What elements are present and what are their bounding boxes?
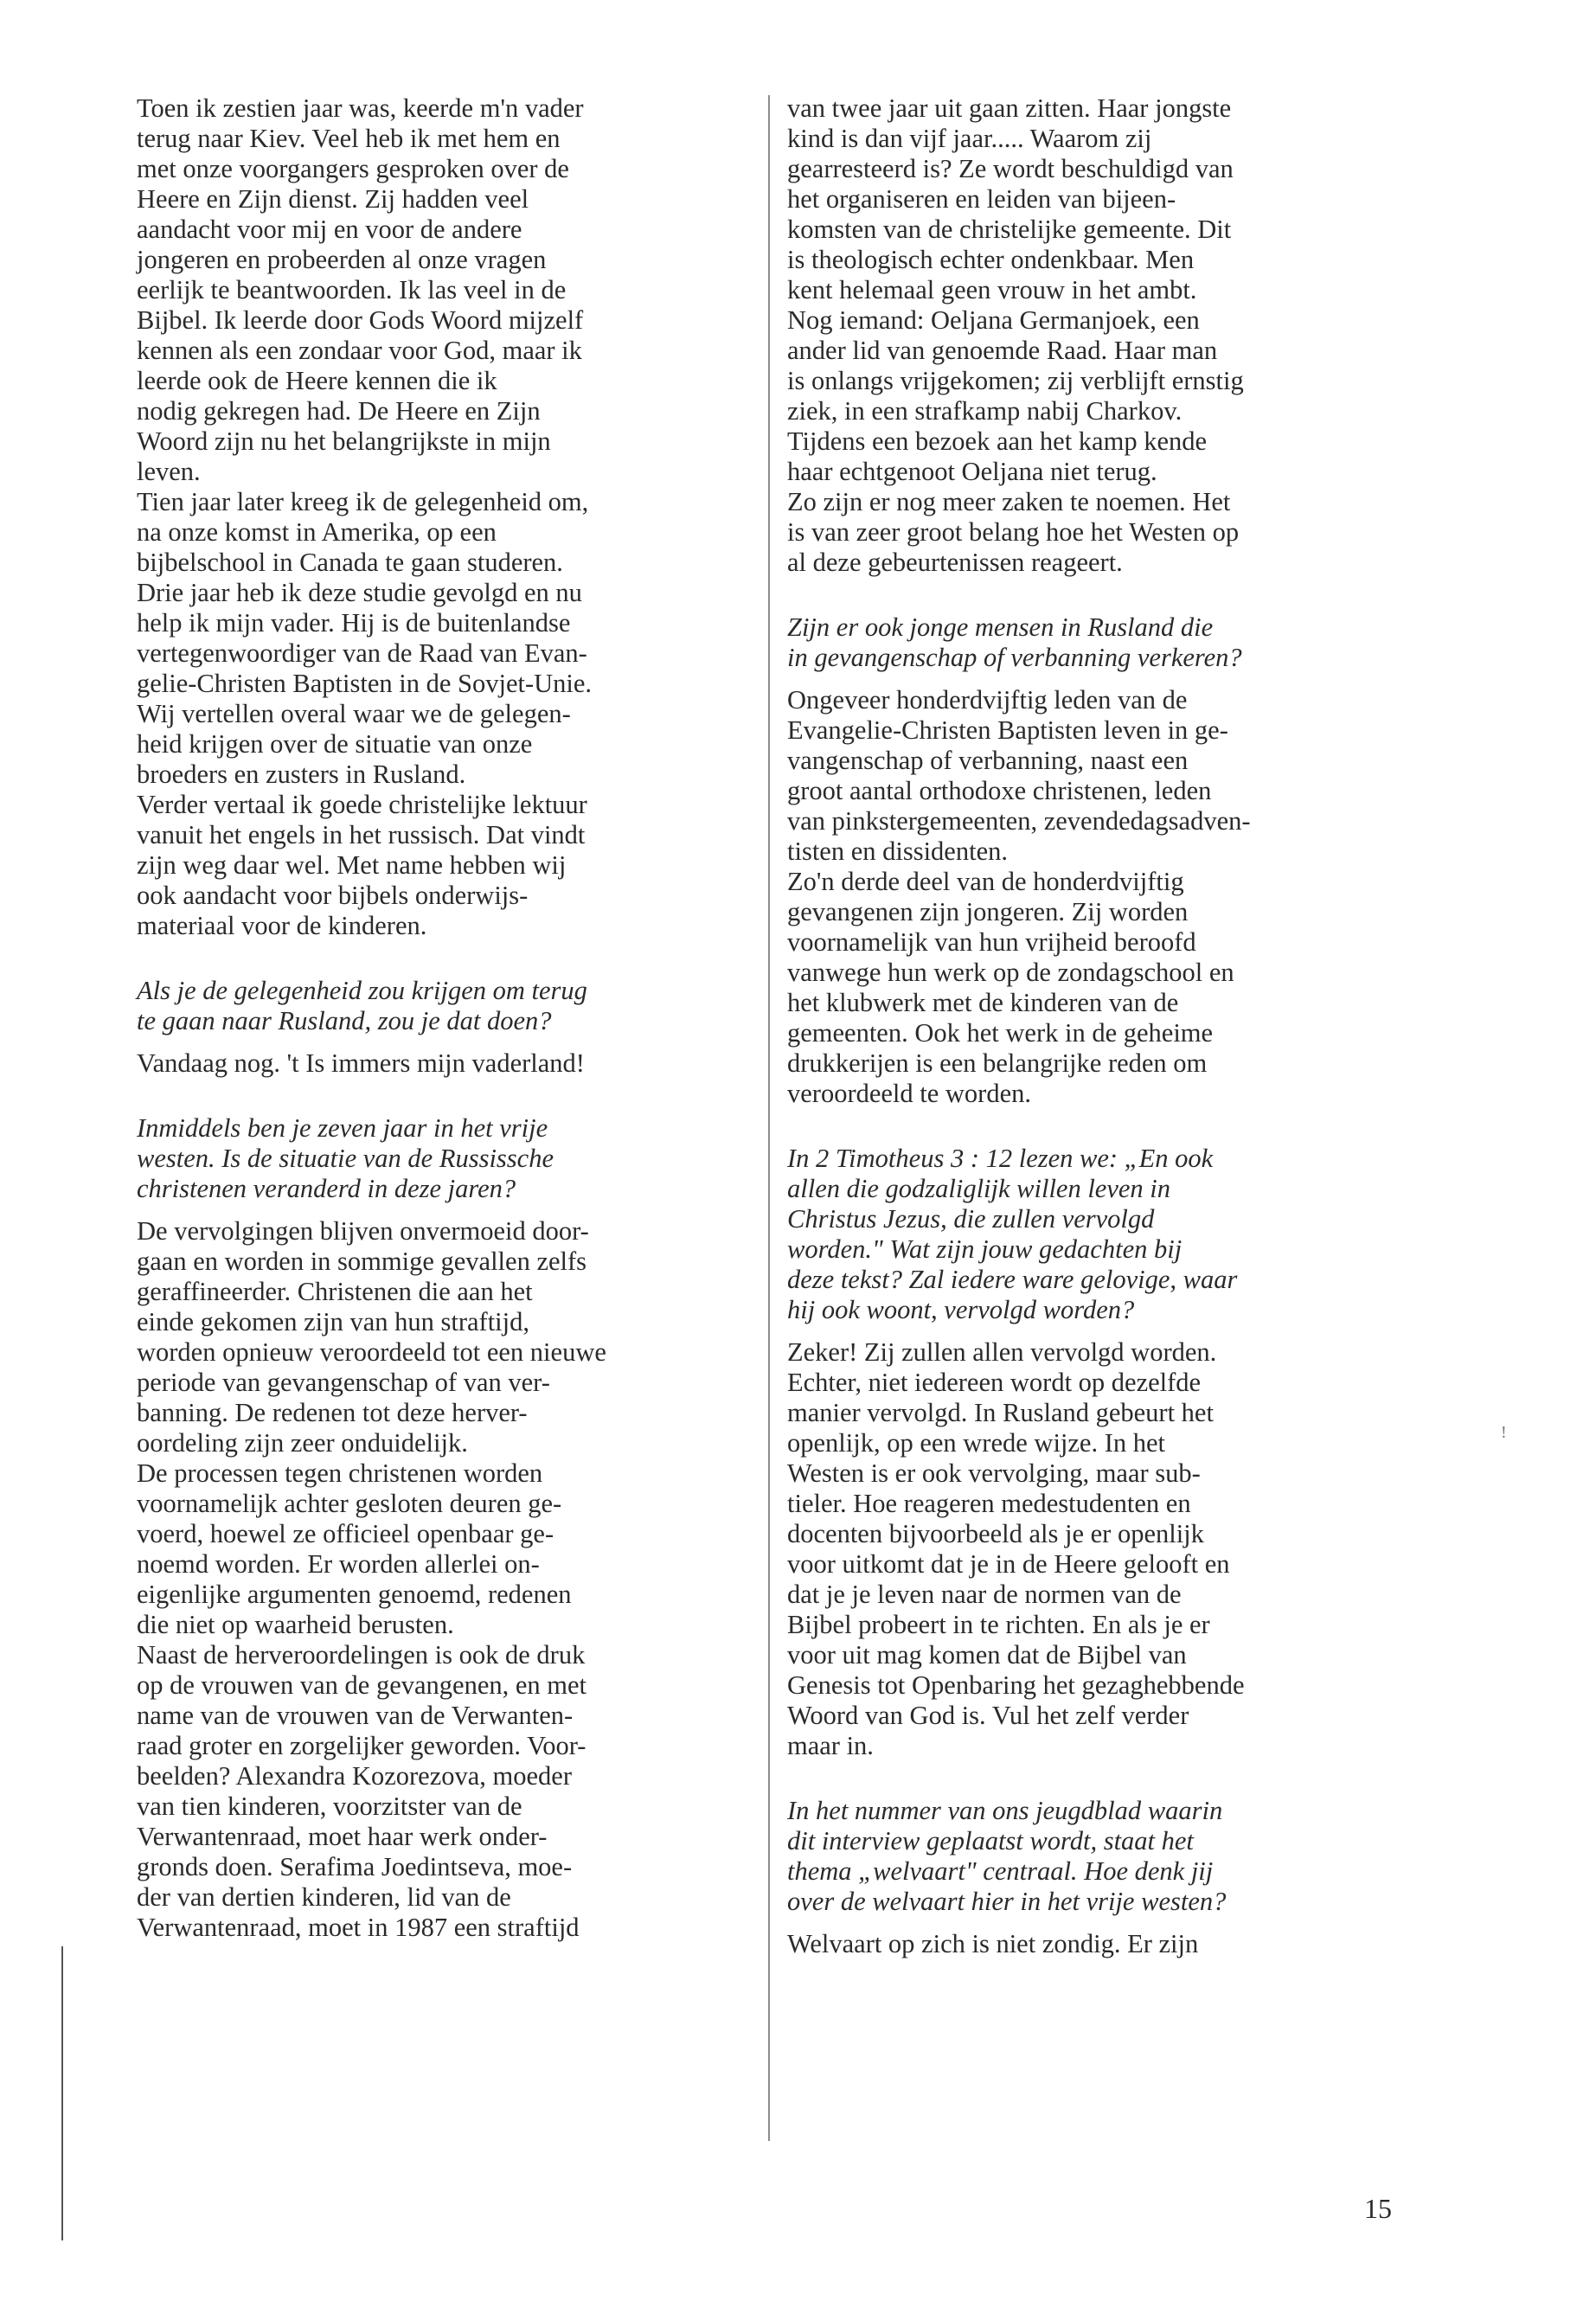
text-line: noemd worden. Er worden allerlei on- xyxy=(137,1549,540,1579)
text-line: vanwege hun werk op de zondagschool en xyxy=(787,958,1234,987)
text-line: eigenlijke argumenten genoemd, redenen xyxy=(137,1580,572,1609)
right-column xyxy=(787,93,1412,1959)
text-line: maar in. xyxy=(787,1731,874,1760)
interview-answer xyxy=(137,93,761,941)
text-line: vanuit het engels in het russisch. Dat vindt xyxy=(137,820,586,849)
text-line: te gaan naar Rusland, zou je dat doen? xyxy=(137,1006,552,1035)
text-line: is theologisch echter ondenkbaar. Men xyxy=(787,245,1195,274)
text-line: Verder vertaal ik goede christelijke lektuur xyxy=(137,790,587,819)
text-line: gearresteerd is? Ze wordt beschuldigd van xyxy=(787,154,1234,183)
text-line: oordeling zijn zeer onduidelijk. xyxy=(137,1428,468,1458)
interview-answer xyxy=(787,1929,1412,1959)
text-line: haar echtgenoot Oeljana niet terug. xyxy=(787,457,1157,486)
text-line: aandacht voor mij en voor de andere xyxy=(137,215,522,244)
text-line: Nog iemand: Oeljana Germanjoek, een xyxy=(787,305,1200,335)
text-line: op de vrouwen van de gevangenen, en met xyxy=(137,1670,587,1700)
interview-question xyxy=(137,1113,761,1204)
text-line: Vandaag nog. 't Is immers mijn vaderland! xyxy=(137,1048,585,1078)
text-line: Tien jaar later kreeg ik de gelegenheid om, xyxy=(137,487,589,516)
paragraph-gap xyxy=(787,578,1412,612)
paragraph-gap xyxy=(137,1204,761,1216)
text-line: Woord zijn nu het belangrijkste in mijn xyxy=(137,426,551,456)
text-line: banning. De redenen tot deze herver- xyxy=(137,1398,528,1427)
interview-question xyxy=(137,976,761,1036)
text-line: Zo'n derde deel van de honderdvijftig xyxy=(787,867,1184,896)
left-column xyxy=(137,93,761,1943)
text-line: Drie jaar heb ik deze studie gevolgd en nu xyxy=(137,578,582,607)
text-line: van tien kinderen, voorzitster van de xyxy=(137,1791,522,1821)
text-line: tisten en dissidenten. xyxy=(787,836,1008,866)
text-line: deze tekst? Zal iedere ware gelovige, waar xyxy=(787,1265,1238,1294)
text-line: terug naar Kiev. Veel heb ik met hem en xyxy=(137,124,561,153)
text-line: over de welvaart hier in het vrije westen? xyxy=(787,1887,1227,1916)
text-line: vertegenwoordiger van de Raad van Evan- xyxy=(137,638,587,668)
text-line: ander lid van genoemde Raad. Haar man xyxy=(787,336,1218,365)
text-line: vangenschap of verbanning, naast een xyxy=(787,746,1189,775)
text-line: zijn weg daar wel. Met name hebben wij xyxy=(137,850,567,880)
text-line: Verwantenraad, moet in 1987 een straftijd xyxy=(137,1913,580,1942)
text-line: westen. Is de situatie van de Russissche xyxy=(137,1144,554,1173)
text-line: dit interview geplaatst wordt, staat het xyxy=(787,1826,1194,1856)
text-line: Evangelie-Christen Baptisten leven in ge- xyxy=(787,715,1228,745)
text-line: is onlangs vrijgekomen; zij verblijft ernstig xyxy=(787,366,1244,395)
text-line: bijbelschool in Canada te gaan studeren. xyxy=(137,548,563,577)
text-line: Bijbel probeert in te richten. En als je er xyxy=(787,1610,1210,1639)
text-line: periode van gevangenschap of van ver- xyxy=(137,1368,550,1397)
text-line: einde gekomen zijn van hun straftijd, xyxy=(137,1307,529,1336)
interview-answer xyxy=(137,1048,761,1079)
text-line: Zo zijn er nog meer zaken te noemen. Het xyxy=(787,487,1231,516)
text-line: worden." Wat zijn jouw gedachten bij xyxy=(787,1234,1183,1264)
paragraph-gap xyxy=(137,941,761,976)
interview-question xyxy=(787,1796,1412,1917)
paragraph-gap xyxy=(137,1036,761,1048)
text-line: jongeren en probeerden al onze vragen xyxy=(137,245,547,274)
text-line: manier vervolgd. In Rusland gebeurt het xyxy=(787,1398,1214,1427)
text-line: nodig gekregen had. De Heere en Zijn xyxy=(137,396,541,426)
paragraph-gap xyxy=(787,1761,1412,1796)
text-line: Zeker! Zij zullen allen vervolgd worden. xyxy=(787,1337,1217,1367)
text-line: thema „welvaart" centraal. Hoe denk jij xyxy=(787,1856,1214,1886)
text-line: Ongeveer honderdvijftig leden van de xyxy=(787,685,1188,715)
interview-answer xyxy=(787,685,1412,1109)
interview-question xyxy=(787,1144,1412,1325)
text-line: materiaal voor de kinderen. xyxy=(137,911,427,940)
text-line: voor uitkomt dat je in de Heere gelooft en xyxy=(787,1549,1230,1579)
text-line: dat je je leven naar de normen van de xyxy=(787,1580,1182,1609)
stray-mark: ! xyxy=(1501,1423,1507,1442)
text-line: kennen als een zondaar voor God, maar ik xyxy=(137,336,582,365)
text-line: ziek, in een strafkamp nabij Charkov. xyxy=(787,396,1183,426)
text-line: Als je de gelegenheid zou krijgen om terug xyxy=(137,976,587,1005)
page-number: 15 xyxy=(1364,2193,1392,2224)
text-line: kind is dan vijf jaar..... Waarom zij xyxy=(787,124,1152,153)
text-line: drukkerijen is een belangrijke reden om xyxy=(787,1048,1208,1078)
text-line: Heere en Zijn dienst. Zij hadden veel xyxy=(137,184,529,214)
text-line: eerlijk te beantwoorden. Ik las veel in de xyxy=(137,275,567,304)
text-line: in gevangenschap of verbanning verkeren? xyxy=(787,643,1242,672)
text-line: Welvaart op zich is niet zondig. Er zijn xyxy=(787,1929,1199,1958)
text-line: Westen is er ook vervolging, maar sub- xyxy=(787,1458,1201,1488)
text-line: gelie-Christen Baptisten in de Sovjet-Unie. xyxy=(137,669,593,698)
column-divider xyxy=(768,95,770,2141)
text-line: die niet op waarheid berusten. xyxy=(137,1610,454,1639)
text-line: worden opnieuw veroordeeld tot een nieuwe xyxy=(137,1337,606,1367)
interview-question xyxy=(787,612,1412,673)
text-line: leerde ook de Heere kennen die ik xyxy=(137,366,497,395)
text-line: al deze gebeurtenissen reageert. xyxy=(787,548,1123,577)
text-line: De processen tegen christenen worden xyxy=(137,1458,543,1488)
text-line: openlijk, op een wrede wijze. In het xyxy=(787,1428,1166,1458)
text-line: groot aantal orthodoxe christenen, leden xyxy=(787,776,1212,805)
text-line: Woord van God is. Vul het zelf verder xyxy=(787,1701,1189,1730)
text-line: beelden? Alexandra Kozorezova, moeder xyxy=(137,1761,572,1791)
text-line: help ik mijn vader. Hij is de buitenlandse xyxy=(137,608,571,638)
text-line: In 2 Timotheus 3 : 12 lezen we: „En ook xyxy=(787,1144,1214,1173)
text-line: veroordeeld te worden. xyxy=(787,1079,1032,1108)
text-line: kent helemaal geen vrouw in het ambt. xyxy=(787,275,1197,304)
text-line: Naast de herveroordelingen is ook de druk xyxy=(137,1640,586,1670)
text-line: gevangenen zijn jongeren. Zij worden xyxy=(787,897,1189,926)
text-line: Zijn er ook jonge mensen in Rusland die xyxy=(787,612,1214,642)
text-line: voor uit mag komen dat de Bijbel van xyxy=(787,1640,1187,1670)
text-line: allen die godzaliglijk willen leven in xyxy=(787,1174,1171,1203)
interview-answer xyxy=(787,1337,1412,1761)
text-line: voornamelijk achter gesloten deuren ge- xyxy=(137,1489,562,1518)
text-line: leven. xyxy=(137,457,201,486)
text-line: het klubwerk met de kinderen van de xyxy=(787,988,1179,1017)
text-line: Inmiddels ben je zeven jaar in het vrije xyxy=(137,1113,548,1143)
text-line: komsten van de christelijke gemeente. Dit xyxy=(787,215,1232,244)
text-line: der van dertien kinderen, lid van de xyxy=(137,1882,511,1912)
text-line: Genesis tot Openbaring het gezaghebbende xyxy=(787,1670,1245,1700)
interview-answer xyxy=(137,1216,761,1943)
text-line: Tijdens een bezoek aan het kamp kende xyxy=(787,426,1208,456)
text-line: geraffineerder. Christenen die aan het xyxy=(137,1277,533,1306)
text-line: gaan en worden in sommige gevallen zelfs xyxy=(137,1247,587,1276)
paragraph-gap xyxy=(787,1325,1412,1337)
text-line: gemeenten. Ook het werk in de geheime xyxy=(787,1018,1214,1048)
text-line: van twee jaar uit gaan zitten. Haar jongste xyxy=(787,93,1232,123)
text-line: Christus Jezus, die zullen vervolgd xyxy=(787,1204,1155,1234)
paragraph-gap xyxy=(787,1109,1412,1144)
text-line: gronds doen. Serafima Joedintseva, moe- xyxy=(137,1852,573,1881)
text-line: na onze komst in Amerika, op een xyxy=(137,517,497,547)
paragraph-gap xyxy=(787,673,1412,685)
text-line: docenten bijvoorbeeld als je er openlijk xyxy=(787,1519,1204,1548)
text-line: Echter, niet iedereen wordt op dezelfde xyxy=(787,1368,1202,1397)
paragraph-gap xyxy=(137,1079,761,1113)
text-line: In het nummer van ons jeugdblad waarin xyxy=(787,1796,1223,1825)
text-line: voerd, hoewel ze officieel openbaar ge- xyxy=(137,1519,554,1548)
text-line: christenen veranderd in deze jaren? xyxy=(137,1174,516,1203)
text-line: name van de vrouwen van de Verwanten- xyxy=(137,1701,574,1730)
text-line: van pinkstergemeenten, zevendedagsadven- xyxy=(787,806,1251,836)
text-line: Wij vertellen overal waar we de gelegen- xyxy=(137,699,571,728)
text-line: Bijbel. Ik leerde door Gods Woord mijzelf xyxy=(137,305,584,335)
text-line: raad groter en zorgelijker geworden. Voor- xyxy=(137,1731,586,1760)
text-line: is van zeer groot belang hoe het Westen op xyxy=(787,517,1240,547)
text-line: tieler. Hoe reageren medestudenten en xyxy=(787,1489,1191,1518)
text-line: Verwantenraad, moet haar werk onder- xyxy=(137,1822,548,1851)
text-line: het organiseren en leiden van bijeen- xyxy=(787,184,1176,214)
interview-answer xyxy=(787,93,1412,578)
margin-binding-mark xyxy=(61,1946,63,2240)
text-line: De vervolgingen blijven onvermoeid door- xyxy=(137,1216,589,1246)
text-line: hij ook woont, vervolgd worden? xyxy=(787,1295,1135,1324)
text-line: met onze voorgangers gesproken over de xyxy=(137,154,569,183)
text-line: heid krijgen over de situatie van onze xyxy=(137,729,533,759)
text-line: voornamelijk van hun vrijheid beroofd xyxy=(787,927,1196,957)
text-line: Toen ik zestien jaar was, keerde m'n vader xyxy=(137,93,584,123)
text-line: ook aandacht voor bijbels onderwijs- xyxy=(137,881,529,910)
paragraph-gap xyxy=(787,1917,1412,1929)
text-line: broeders en zusters in Rusland. xyxy=(137,760,466,789)
